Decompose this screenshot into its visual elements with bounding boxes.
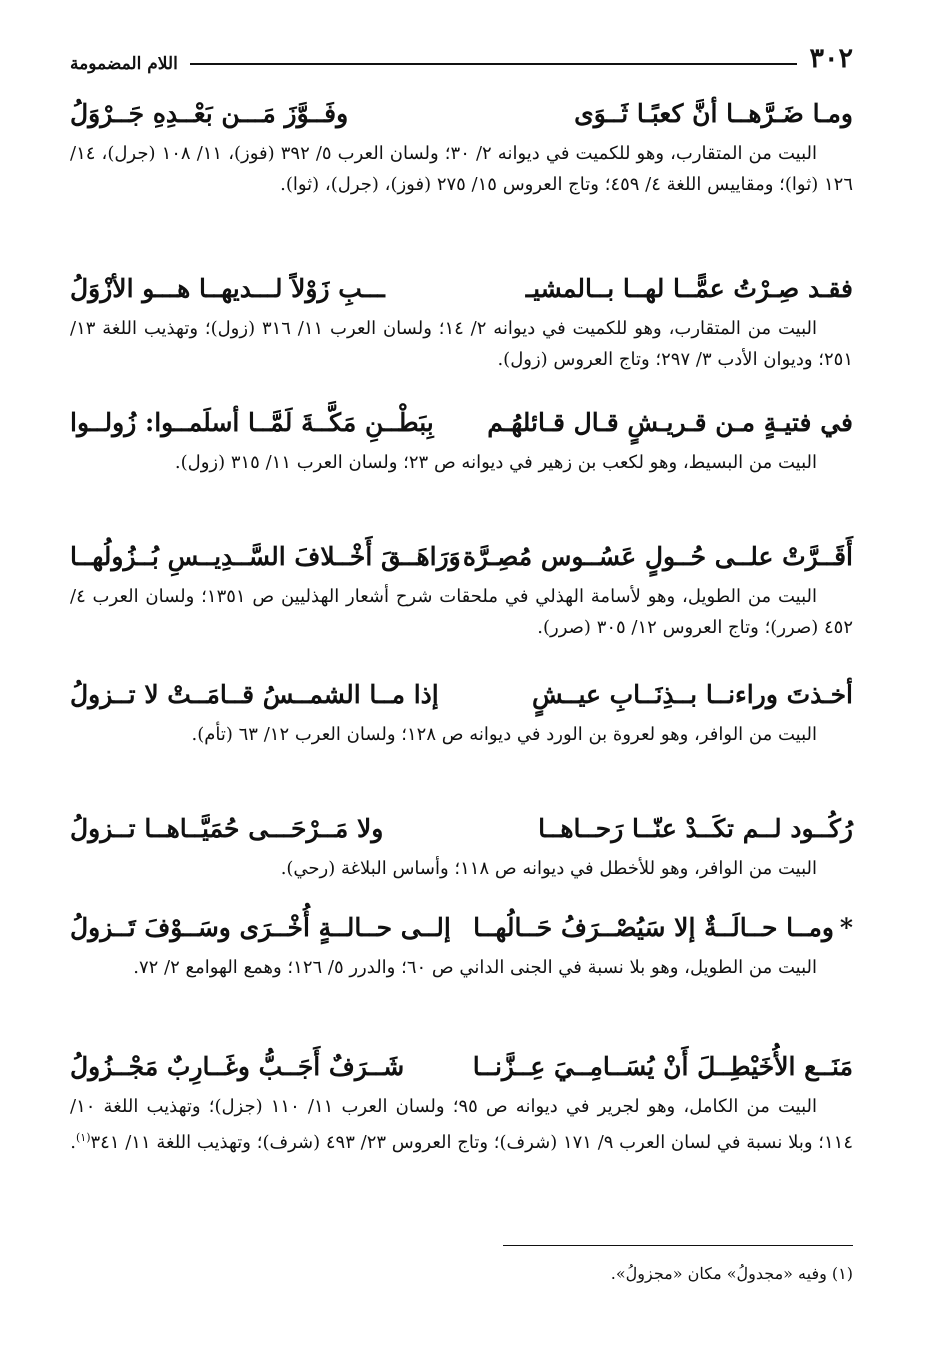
verse-commentary: البيت من الطويل، وهو بلا نسبة في الجنى الداني ص ٦٠؛ والدرر ٥/ ١٢٦؛ وهمع الهوامع ٢/ ٧٢. [133, 957, 817, 978]
verse-commentary: البيت من البسيط، وهو لكعب بن زهير في ديوانه ص ٢٣؛ ولسان العرب ١١/ ٣١٥ (زول). [174, 452, 817, 473]
verse-first-hemistich: في فتيـةٍ مـن قـريـشٍ قـال قـائلهُـم [487, 408, 853, 437]
verse-line [70, 673, 853, 717]
verse-second-hemistich: وَرَاهَــقَ أَخْــلافَ السَّــدِيــسِ بُــزُولُهــا [70, 542, 461, 571]
verse-entry [70, 535, 853, 673]
verse-entry [70, 92, 853, 267]
verse-entry [70, 673, 853, 807]
verse-entry [70, 401, 853, 535]
verse-commentary: البيت من الوافر، وهو للأخطل في ديوانه ص ١١٨؛ وأساس البلاغة (رحي). [280, 858, 817, 879]
verse-second-hemistich: إلــى حــالــةٍ أُخْــرَى وسَــوْفَ تَــزولُ [70, 913, 451, 942]
verse-line [70, 92, 853, 136]
running-title: اللام المضمومة [70, 54, 178, 74]
header-rule [190, 63, 798, 65]
footnote-reference[interactable]: (١) [75, 1131, 91, 1144]
verse-first-hemistich: مَنَــع الأُخَيْطِــلَ أَنْ يُسَــامِــيَ عِــزَّنــا [472, 1052, 853, 1081]
verse-line [70, 906, 853, 950]
verse-first-hemistich: فقـد صِـرْتُ عمًّــا لهــا بــالمشيـ [525, 274, 853, 303]
verse-line [70, 535, 853, 579]
verse-commentary [70, 1091, 853, 1158]
page-header [70, 34, 853, 74]
verse-entry [70, 267, 853, 401]
verse-line [70, 401, 853, 445]
verse-second-hemistich: شَــرَفٌ أَجَــبُّ وغَــارِبٌ مَجْــزُولُ [70, 1052, 405, 1081]
page-number: ٣٠٢ [809, 43, 853, 74]
verse-second-hemistich: إذا مــا الشمــسُ قــامَــتْ لا تــزولُ [70, 680, 439, 709]
verse-first-hemistich: ومـا ضَـرَّهــا أنَّ كعبًـا ثَــوَى [574, 99, 853, 128]
footnote: (١) وفيه «مجدولُ» مكان «مجزولُ». [610, 1264, 853, 1283]
verse-commentary-text: البيت من الكامل، وهو لجرير في ديوانه ص ٩٥؛ ولسان العرب ١١/ ١١٠ (جزل)؛ وتهذيب اللغة ١٠/ ١١٤؛ وبلا نسبة في لسان العرب ٩/ ١٧١ (شرف)؛ وتاج العروس ٢٣/ ٤٩٣ (شرف)؛ وتهذيب اللغة ١١/ ٣٤١ [70, 1096, 853, 1153]
verse-commentary: البيت من المتقارب، وهو للكميت في ديوانه ٢/ ٣٠؛ ولسان العرب ٥/ ٣٩٢ (فوز)، ١١/ ١٠٨ (جرل)، ١٤/ ١٢٦ (ثوا)؛ ومقاييس اللغة ٤/ ٤٥٩؛ وتاج العروس ١٥/ ٢٧٥ (فوز)، (جرل)، (ثوا). [70, 143, 853, 195]
verse-first-hemistich: رُكُــود لــم تكَــدْ عنّــا رَحــاهــا [538, 814, 853, 843]
verse-first-hemistich [473, 906, 853, 950]
verse-entry [70, 807, 853, 906]
verse-commentary: البيت من المتقارب، وهو للكميت في ديوانه ٢/ ١٤؛ ولسان العرب ١١/ ٣١٦ (زول)؛ وتهذيب اللغة ١٣/ ٢٥١؛ وديوان الأدب ٣/ ٢٩٧؛ وتاج العروس (زول). [70, 318, 853, 370]
verse-line [70, 807, 853, 851]
verse-first-hemistich-text: ومــا حــالَــةٌ إلا سَيُصْــرَفُ حَــالُهــا [473, 913, 834, 942]
verse-first-hemistich: أَقَــرَّتْ علــى حُــولٍ عَسُــوس مُصِـرَّة [462, 542, 853, 571]
page-body [70, 92, 853, 1215]
verse-line [70, 267, 853, 311]
footnote-separator [503, 1245, 853, 1246]
verse-second-hemistich: وفَــوَّزَ مَـــن بَعْــدِهِ جَــرْوَلُ [70, 99, 349, 128]
verse-first-hemistich: أخـذتَ وراءنــا بــذِنَــابِ عيــشٍ [531, 680, 853, 709]
verse-second-hemistich: ولا مَــرْحَـــى حُمَيَّــاهــا تــزولُ [70, 814, 384, 843]
verse-entry [70, 1045, 853, 1215]
verse-second-hemistich: بِبَطْــنِ مَكَّــةَ لَمَّــا أسلَمــوا: زُولــوا [70, 408, 434, 437]
verse-line [70, 1045, 853, 1089]
verse-commentary: البيت من الوافر، وهو لعروة بن الورد في ديوانه ص ١٢٨؛ ولسان العرب ١٢/ ٦٣ (تأم). [191, 724, 817, 745]
verse-second-hemistich: ـــبِ زَوْلاً لـــديهــا هـــو الأزْوَلُ [70, 274, 385, 303]
verse-commentary: البيت من الطويل، وهو لأسامة الهذلي في ملحقات شرح أشعار الهذليين ص ١٣٥١؛ ولسان العرب ٤/ ٤٥٢ (صرر)؛ وتاج العروس ١٢/ ٣٠٥ (صرر). [70, 586, 853, 638]
commentary-end: . [70, 1132, 76, 1153]
grammar-example-marker: * [839, 913, 853, 942]
verse-entry [70, 906, 853, 1045]
